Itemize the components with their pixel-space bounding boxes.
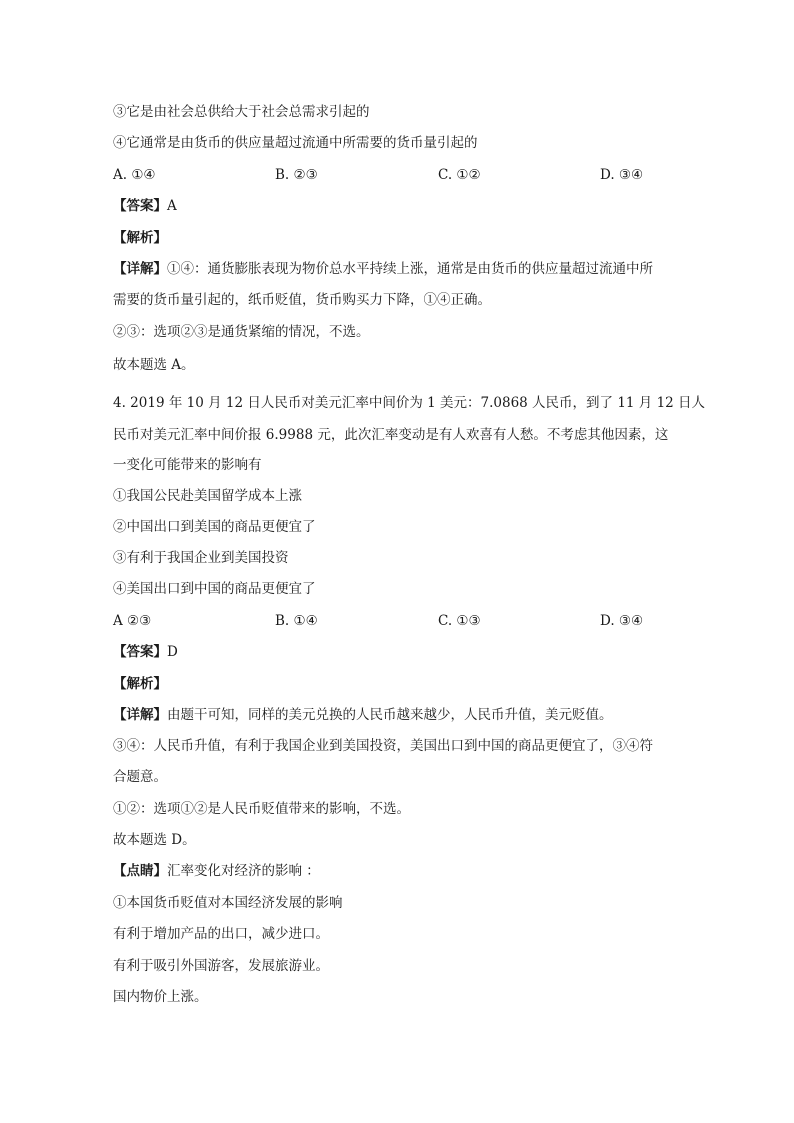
q3-item-3: ③它是由社会总供给大于社会总需求引起的 [113,104,370,120]
q3-item-4: ④它通常是由货币的供应量超过流通中所需要的货币量引起的 [113,135,478,151]
q4-analysis-tag: 【解析】 [113,676,167,692]
detail-tag: 【详解】 [113,261,167,277]
q3-conclusion: 故本题选 A。 [113,357,195,373]
answer-value: A [167,198,177,214]
q4-detail-4: ①②：选项①②是人民币贬值带来的影响，不选。 [113,801,410,817]
q4-option-b: B. ①④ [275,613,318,629]
q4-detail-3: 合题意。 [113,769,167,785]
q4-tip-2: 有利于增加产品的出口，减少进口。 [113,926,329,942]
q4-item-1: ①我国公民赴美国留学成本上涨 [113,488,302,504]
q4-tip-1: ①本国货币贬值对本国经济发展的影响 [113,895,343,911]
detail-text: 由题干可知，同样的美元兑换的人民币越来越少，人民币升值，美元贬值。 [167,707,613,723]
q4-option-d: D. ③④ [600,613,644,629]
detail-tag: 【详解】 [113,707,167,723]
q3-option-d: D. ③④ [600,167,644,183]
q4-stem-1: 4. 2019 年 10 月 12 日人民币对美元汇率中间价为 1 美元：7.0868 人民币，到了 11 月 12 日人 [113,395,706,411]
q4-item-3: ③有利于我国企业到美国投资 [113,550,289,566]
answer-value: D [167,644,178,660]
q4-stem-3: 一变化可能带来的影响有 [113,457,262,473]
q3-answer [113,196,693,216]
q3-detail-3: ②③：选项②③是通货紧缩的情况，不选。 [113,324,370,340]
q4-detail-1 [113,705,693,725]
q3-detail-1 [113,259,693,279]
q4-tip-4: 国内物价上涨。 [113,989,208,1005]
q4-option-c: C. ①③ [438,613,481,629]
q4-answer [113,642,693,662]
tip-title: 汇率变化对经济的影响 ： [167,863,320,879]
answer-tag: 【答案】 [113,644,167,660]
q4-stem-2: 民币对美元汇率中间价报 6.9988 元，此次汇率变动是有人欢喜有人愁。不考虑其他因素，这 [113,427,669,443]
q4-conclusion: 故本题选 D。 [113,832,196,848]
q3-analysis-tag: 【解析】 [113,230,167,246]
q4-detail-2: ③④：人民币升值，有利于我国企业到美国投资，美国出口到中国的商品更便宜了，③④符 [113,738,653,754]
q3-detail-2: 需要的货币量引起的，纸币贬值，货币购买力下降，①④正确。 [113,292,491,308]
q3-option-a: A. ①④ [113,167,156,183]
answer-tag: 【答案】 [113,198,167,214]
q3-option-b: B. ②③ [275,167,318,183]
q4-option-a: A ②③ [113,613,152,629]
detail-text: ①④：通货膨胀表现为物价总水平持续上涨，通常是由货币的供应量超过流通中所 [167,261,653,277]
q3-option-c: C. ①② [438,167,481,183]
tip-tag: 【点睛】 [113,863,167,879]
q4-item-2: ②中国出口到美国的商品更便宜了 [113,519,316,535]
q4-tip-3: 有利于吸引外国游客，发展旅游业。 [113,958,329,974]
q4-tip-heading [113,861,693,881]
q4-item-4: ④美国出口到中国的商品更便宜了 [113,581,316,597]
